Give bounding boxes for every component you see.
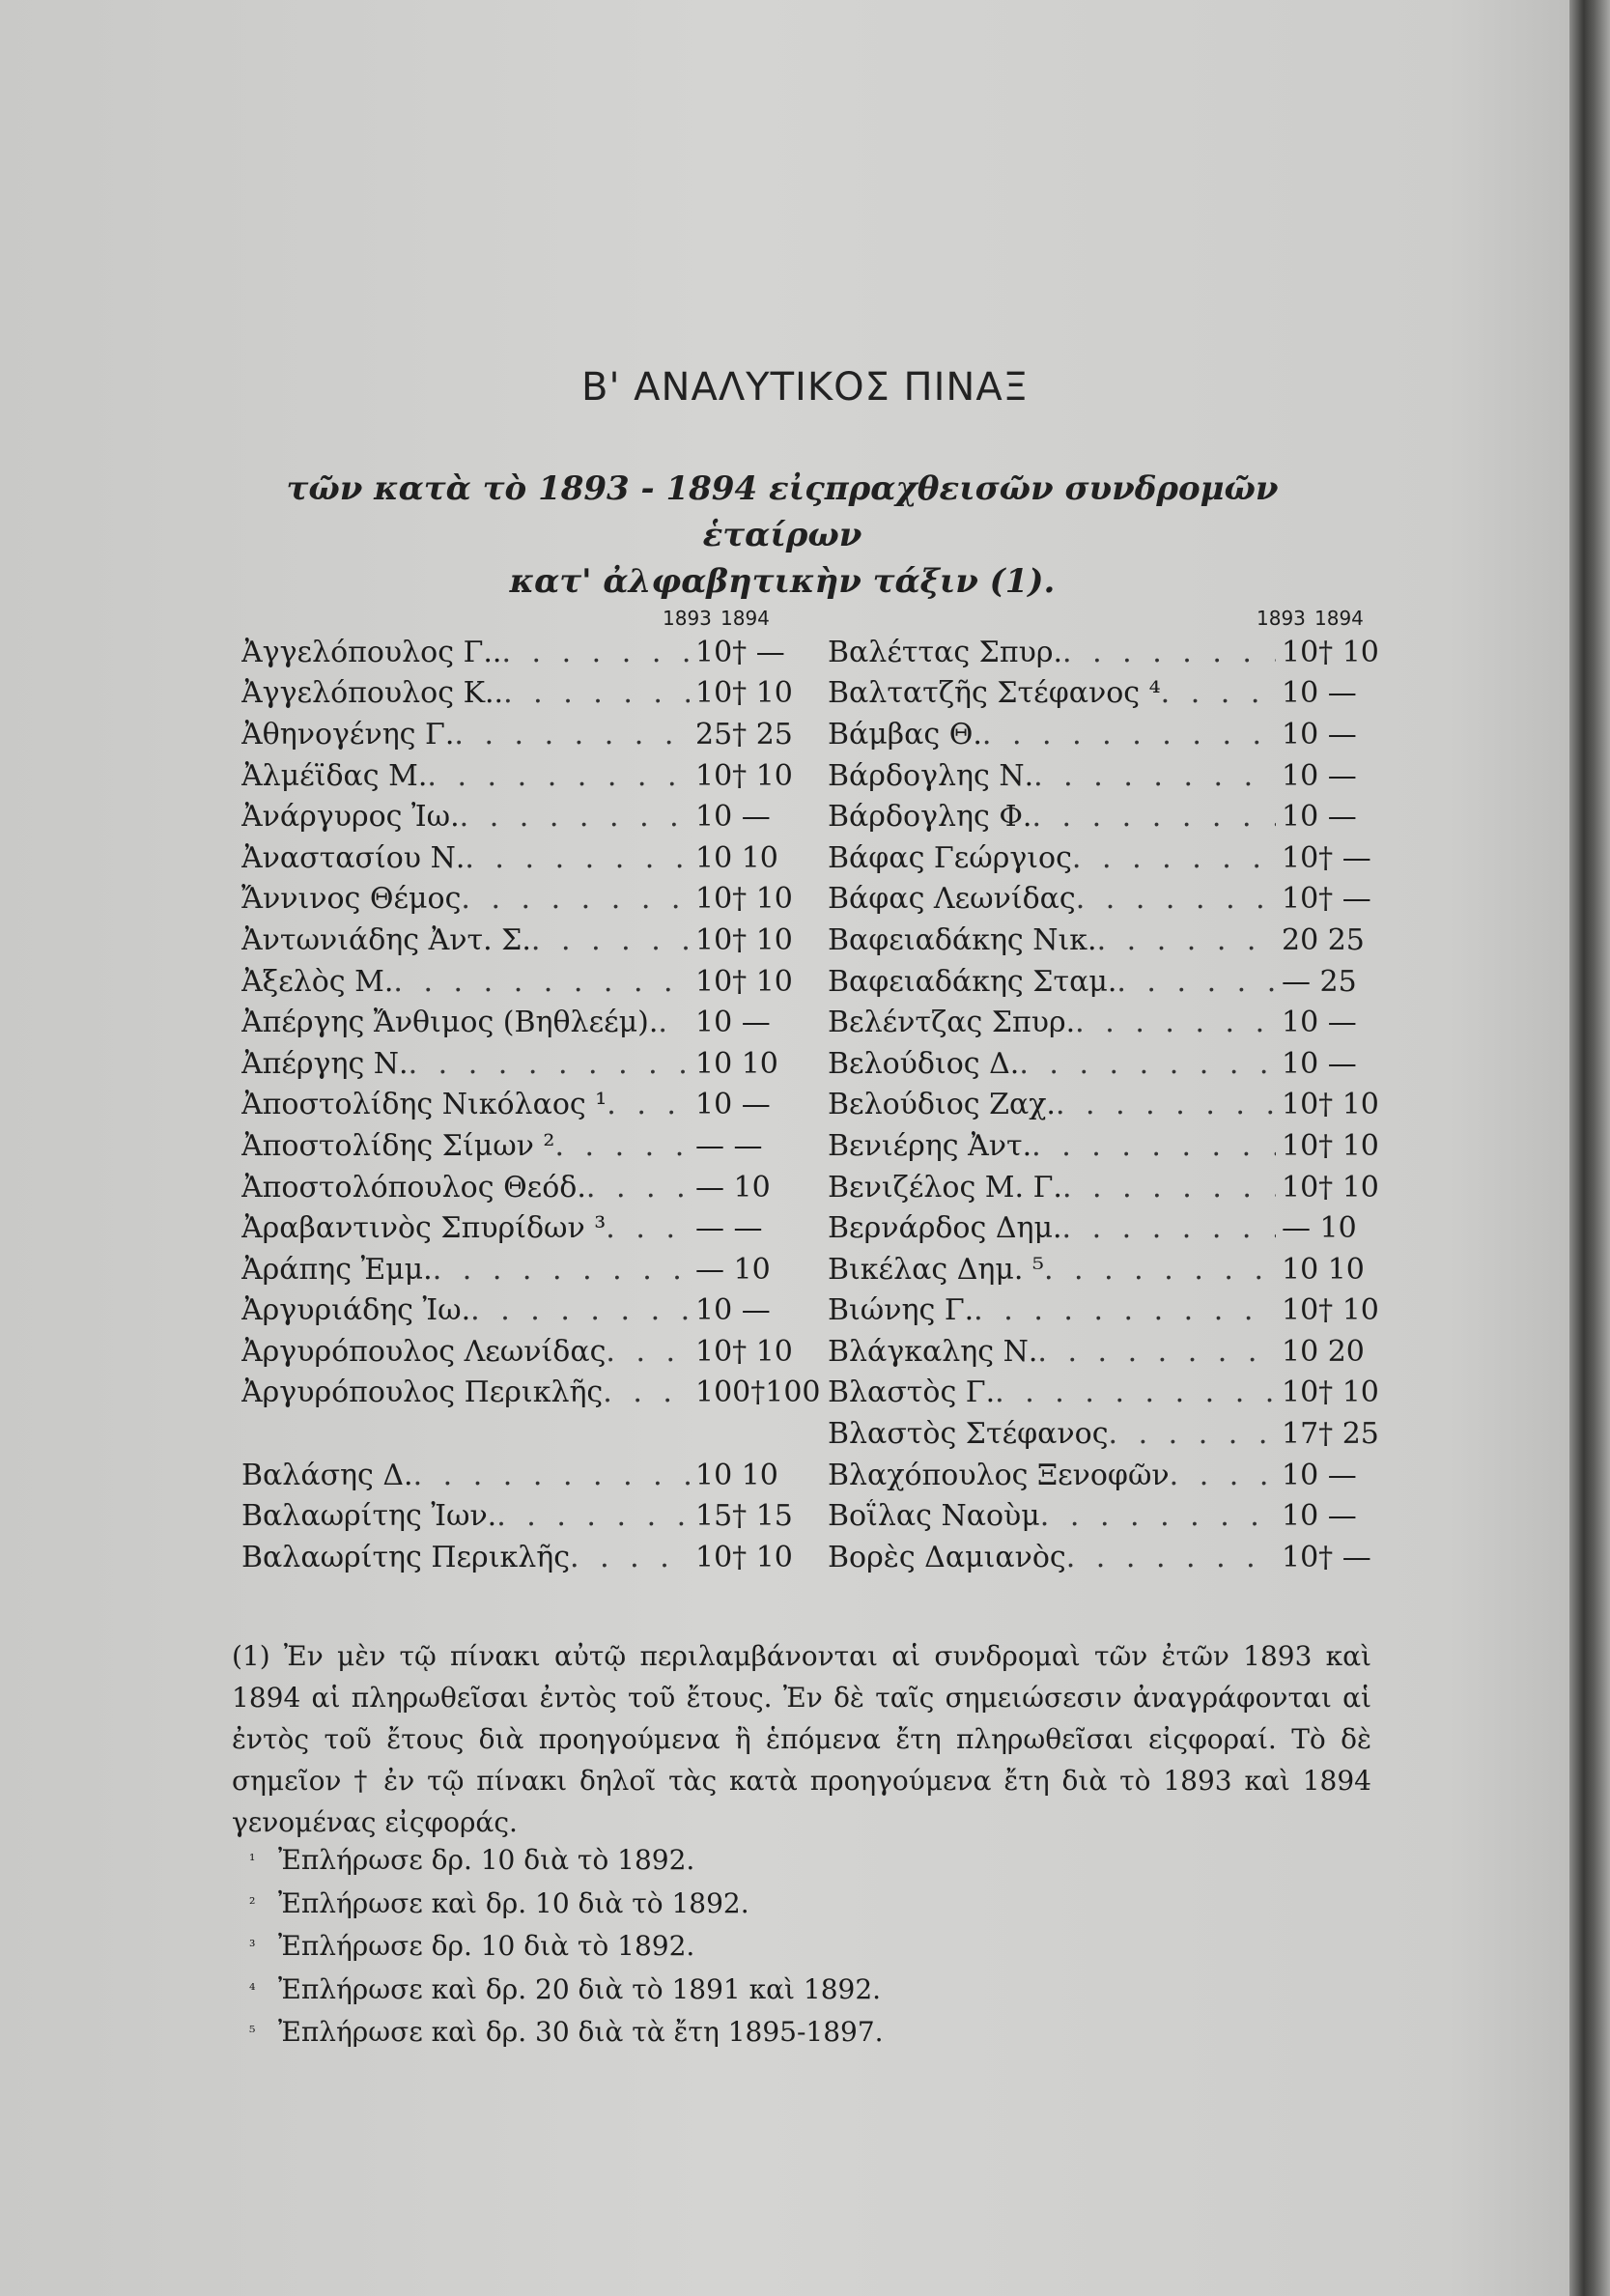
member-name: Ἀποστολίδης Νικόλαος ¹ [241,1088,607,1122]
member-name: Ἄννινος Θέμος [241,882,462,917]
table-row [828,1290,1407,1332]
subscription-values: 10 — [1282,758,1357,793]
table-row [241,1043,821,1085]
table-row [241,673,821,715]
subscription-values: 10 — [695,800,771,835]
member-name: Βλαστὸς Γ. [828,1375,996,1410]
subscription-values: 20 25 [1282,922,1365,957]
subscription-values: 10 — [1282,800,1357,835]
member-name-cell [828,1047,1276,1081]
member-name: Ἀγγελόπουλος Γ.. [241,635,502,669]
table-row [828,714,1407,755]
footnote-main: (1) Ἐν μὲν τῷ πίνακι αὐτῷ περιλαμβάνονται αἱ συνδρομαὶ τῶν ἐτῶν 1893 καὶ 1894 αἱ πληρωθεῖσαι ἐντὸς τοῦ ἔτους. Ἐν δὲ ταῖς σημειώσεσιν ἀναγράφονται αἱ ἐντὸς τοῦ ἔτους διὰ προηγούμενα ἢ ἑπόμενα ἔτη πληρωθεῖσαι εἰςφοραί. Τὸ δὲ σημεῖον † ἐν τῷ πίνακι δηλοῖ τὰς κατὰ προηγούμενα ἔτη διὰ τὸ 1893 καὶ 1894 γενομένας εἰςφοράς. [232,1640,1371,1838]
subscription-values: 10† — [1282,1540,1371,1574]
member-name: Βάμβας Θ. [828,717,982,751]
member-name-cell [241,1541,690,1574]
member-name-cell [828,1088,1276,1121]
member-name-cell [241,923,690,957]
footnote-item [249,1925,1312,1969]
member-name-cell [241,1088,690,1121]
subscription-values: 10 20 [1282,1334,1365,1369]
footnote-item [249,2011,1312,2055]
member-name: Βελούδιος Δ. [828,1046,1020,1081]
member-name-cell [828,676,1276,710]
subscription-values: 100†100 [695,1375,821,1410]
subscription-values: 10† 10 [1282,1088,1379,1122]
subscription-values: 10 — [1282,676,1357,711]
member-name: Ἀργυρόπουλος Περικλῆς [241,1375,604,1410]
member-name: Ἀγγελόπουλος Κ.. [241,676,504,711]
subscription-values: 10 — [1282,1458,1357,1492]
member-name-cell [241,1047,690,1081]
member-name-cell [828,1459,1276,1492]
member-name-cell [828,759,1276,793]
member-name: Βαφειαδάκης Νικ. [828,922,1097,957]
subscription-values: 10† 10 [695,676,793,711]
member-name-cell [241,1499,690,1533]
member-name-cell [241,1459,690,1492]
member-name-cell [828,1211,1276,1245]
subscription-values: 10† 10 [695,1334,793,1369]
member-name: Ἀποστολίδης Σίμων ² [241,1128,555,1163]
table-row [241,920,821,961]
member-name-cell [241,1006,690,1039]
left-column [241,601,821,1578]
subscription-values: — 25 [1282,964,1357,999]
table-row [241,755,821,797]
footnote-mark: ² [249,1893,256,1913]
member-name: Ἀποστολόπουλος Θεόδ. [241,1170,586,1205]
table-row [241,1125,821,1167]
table-row [828,1495,1407,1537]
member-name: Ἀπέργης Ἄνθιμος (Βηθλεέμ). [241,1006,659,1040]
year-header-left [241,601,821,632]
table-row [828,1043,1407,1085]
member-name-cell [828,800,1276,834]
year-1893-label: 1893 [663,607,712,630]
table-row [828,673,1407,715]
subtitle-line-2: κατ' ἀλφαβητικὴν τάξιν (1). [509,562,1056,601]
table-row [241,961,821,1003]
footnotes-list [249,1839,1312,2055]
page-title: Β' ΑΝΑΛΥΤΙΚΟΣ ΠΙΝΑΞ [581,365,1029,410]
table-row [241,1537,821,1578]
subscription-values: — 10 [1282,1211,1357,1246]
member-name: Βλαστὸς Στέφανος [828,1417,1109,1452]
subtitle-line-1: τῶν κατὰ τὸ 1893 - 1894 εἰςπραχθεισῶν συνδρομῶν ἑταίρων [286,469,1279,554]
member-name: Βαλαωρίτης Περικλῆς [241,1540,570,1574]
member-name-cell [828,1006,1276,1039]
subscription-values: 10 — [1282,1006,1357,1040]
member-name: Βιώνης Γ. [828,1293,974,1328]
footnote-text: Ἐπλήρωσε καὶ δρ. 30 διὰ τὰ ἔτη 1895-1897. [278,2016,884,2048]
member-name: Ἀργυρόπουλος Λεωνίδας [241,1334,607,1369]
table-row [241,714,821,755]
member-name-cell [828,965,1276,999]
subscription-values: 10† 10 [695,964,793,999]
member-name-cell [241,1171,690,1205]
subscription-values: 10 — [1282,1046,1357,1081]
footnote-mark: ¹ [249,1851,256,1869]
member-name-cell [241,636,690,669]
member-name: Βερνάρδος Δημ. [828,1211,1062,1246]
table-row [828,1167,1407,1208]
member-name: Βάρδογλης Ν. [828,758,1034,793]
table-row [241,1167,821,1208]
table-row [241,837,821,879]
left-rows [241,632,821,1413]
member-name: Ἀντωνιάδης Ἀντ. Σ. [241,922,531,957]
book-spine-shadow [1569,0,1610,2296]
table-row [828,1207,1407,1249]
member-name: Βάφας Λεωνίδας [828,882,1076,917]
member-name-cell [241,718,690,751]
subscription-values: 10† — [695,635,785,669]
member-name-cell [828,1375,1276,1409]
member-name: Βορὲς Δαμιανὸς [828,1540,1066,1574]
member-name-cell [241,800,690,834]
subscription-values: 10 — [1282,717,1357,751]
member-name: Ἀνάργυρος Ἰω. [241,800,460,835]
member-name: Βικέλας Δημ. ⁵ [828,1252,1044,1287]
subscription-values: 10† 10 [1282,1128,1379,1163]
member-name-cell [241,1211,690,1245]
subscription-values: 10† 10 [1282,1375,1379,1410]
table-row [828,1331,1407,1373]
year-1893-label: 1893 [1257,607,1306,630]
member-name: Ἀθηνογένης Γ. [241,717,455,751]
footnote-mark: ⁵ [249,2023,256,2041]
member-name-cell [241,676,690,710]
member-name: Βοΐλας Ναοὺμ [828,1499,1040,1534]
member-name-cell [241,965,690,999]
subscription-values: 10† 10 [695,922,793,957]
member-name-cell [828,1129,1276,1163]
member-name-cell [828,1171,1276,1205]
member-name-cell [241,1253,690,1287]
page-subtitle [241,466,1323,605]
table-row [241,1290,821,1332]
member-name: Ἀργυριάδης Ἰω. [241,1293,471,1328]
member-name: Βαλάσης Δ. [241,1458,413,1492]
subscription-values: 10† — [1282,840,1371,875]
table-row [828,1455,1407,1496]
member-name-cell [241,1293,690,1327]
subscription-values: 10† 10 [695,758,793,793]
member-name-cell [828,1541,1276,1574]
subscription-values: 10† 10 [695,1540,793,1574]
subscription-values: 10† 10 [695,882,793,917]
member-name: Ἀξελὸς Μ. [241,964,394,999]
footnote-text: Ἐπλήρωσε καὶ δρ. 20 διὰ τὸ 1891 καὶ 1892. [278,1972,882,2005]
member-name: Βάρδογλης Φ. [828,800,1032,835]
member-name: Ἀπέργης Ν. [241,1046,409,1081]
table-row [828,1373,1407,1414]
year-1894-label: 1894 [1314,607,1364,630]
member-name-cell [828,636,1276,669]
table-row [828,1002,1407,1043]
subscription-values: 10 — [695,1293,771,1328]
table-row [828,1249,1407,1290]
subscription-values: — 10 [695,1170,771,1205]
table-row [828,920,1407,961]
subscription-values: 10 — [1282,1499,1357,1534]
member-name-cell [828,1499,1276,1533]
table-row [241,1373,821,1414]
member-name-cell [241,1335,690,1369]
subscription-values: 25† 25 [695,717,793,751]
subscription-values: 15† 15 [695,1499,793,1534]
year-1894-label: 1894 [720,607,770,630]
subscription-values: — — [695,1211,763,1246]
table-row [828,1537,1407,1578]
member-name: Βενιζέλος Μ. Γ. [828,1170,1062,1205]
subscription-values: 10 10 [695,1458,778,1492]
member-name: Ἀναστασίου Ν. [241,840,466,875]
subscription-values: 10 10 [1282,1252,1365,1287]
member-name-cell [241,841,690,875]
footnote-text: Ἐπλήρωσε δρ. 10 διὰ τὸ 1892. [278,1930,695,1962]
member-name-cell [828,923,1276,957]
footnote-item [249,1883,1312,1926]
footnote-item [249,1839,1312,1883]
member-name: Βαλτατζῆς Στέφανος ⁴ [828,676,1161,711]
table-row [241,1002,821,1043]
member-name: Βελούδιος Ζαχ. [828,1088,1056,1122]
right-rows [828,632,1407,1578]
subscription-values: 10† — [1282,882,1371,917]
member-name-cell [828,882,1276,916]
member-name-cell [828,1417,1276,1451]
table-row [241,632,821,673]
member-name: Βαλέττας Σπυρ. [828,635,1062,669]
member-name: Ἀλμέϊδας Μ. [241,758,428,793]
table-row [828,1085,1407,1126]
member-name-cell [828,1253,1276,1287]
member-name: Βελέντζας Σπυρ. [828,1006,1076,1040]
left-rows-b [241,1455,821,1578]
member-name: Βλάγκαλης Ν. [828,1334,1038,1369]
subscription-values: 10 — [695,1006,771,1040]
table-row [241,1455,821,1496]
table-row [828,632,1407,673]
member-name-cell [241,759,690,793]
member-name: Βαλαωρίτης Ἰων. [241,1499,497,1534]
footnote-mark: ⁴ [249,1979,256,1998]
subscription-values: 10 — [695,1088,771,1122]
member-name-cell [828,1335,1276,1369]
table-row [241,1207,821,1249]
year-header-right [828,601,1407,632]
footnote-text: Ἐπλήρωσε δρ. 10 διὰ τὸ 1892. [278,1844,695,1876]
member-name: Ἀραβαντινὸς Σπυρίδων ³ [241,1211,607,1246]
table-row [828,879,1407,921]
subscription-values: 10 10 [695,1046,778,1081]
member-name-cell [828,1293,1276,1327]
table-row [828,796,1407,837]
right-column [828,601,1407,1578]
footnote-mark: ³ [249,1937,256,1955]
member-name-cell [241,882,690,916]
table-row [241,1331,821,1373]
subscription-values: 10† 10 [1282,1170,1379,1205]
member-name: Βενιέρης Ἀντ. [828,1128,1032,1163]
table-row [241,1085,821,1126]
table-row [241,1495,821,1537]
subscription-values: 17† 25 [1282,1417,1379,1452]
table-row [828,1125,1407,1167]
table-row [828,837,1407,879]
subscription-values: 10† 10 [1282,1293,1379,1328]
subscription-values: 10 10 [695,840,778,875]
table-row [241,796,821,837]
member-name: Βλαχόπουλος Ξενοφῶν [828,1458,1170,1492]
member-name-cell [828,718,1276,751]
member-name-cell [241,1375,690,1409]
member-name: Ἀράπης Ἐμμ. [241,1252,433,1287]
table-row [828,1413,1407,1455]
footnote-text: Ἐπλήρωσε καὶ δρ. 10 διὰ τὸ 1892. [278,1886,749,1919]
table-row [241,879,821,921]
member-name-cell [828,841,1276,875]
table-row [828,961,1407,1003]
table-row [828,755,1407,797]
footnote-item [249,1969,1312,2012]
table-row [241,1249,821,1290]
member-name: Βαφειαδάκης Σταμ. [828,964,1117,999]
subscription-values: 10† 10 [1282,635,1379,669]
subscription-values: — 10 [695,1252,771,1287]
member-name-cell [241,1129,690,1163]
member-name: Βάφας Γεώργιος [828,840,1072,875]
subscription-values: — — [695,1128,763,1163]
row-gap [241,1413,821,1455]
